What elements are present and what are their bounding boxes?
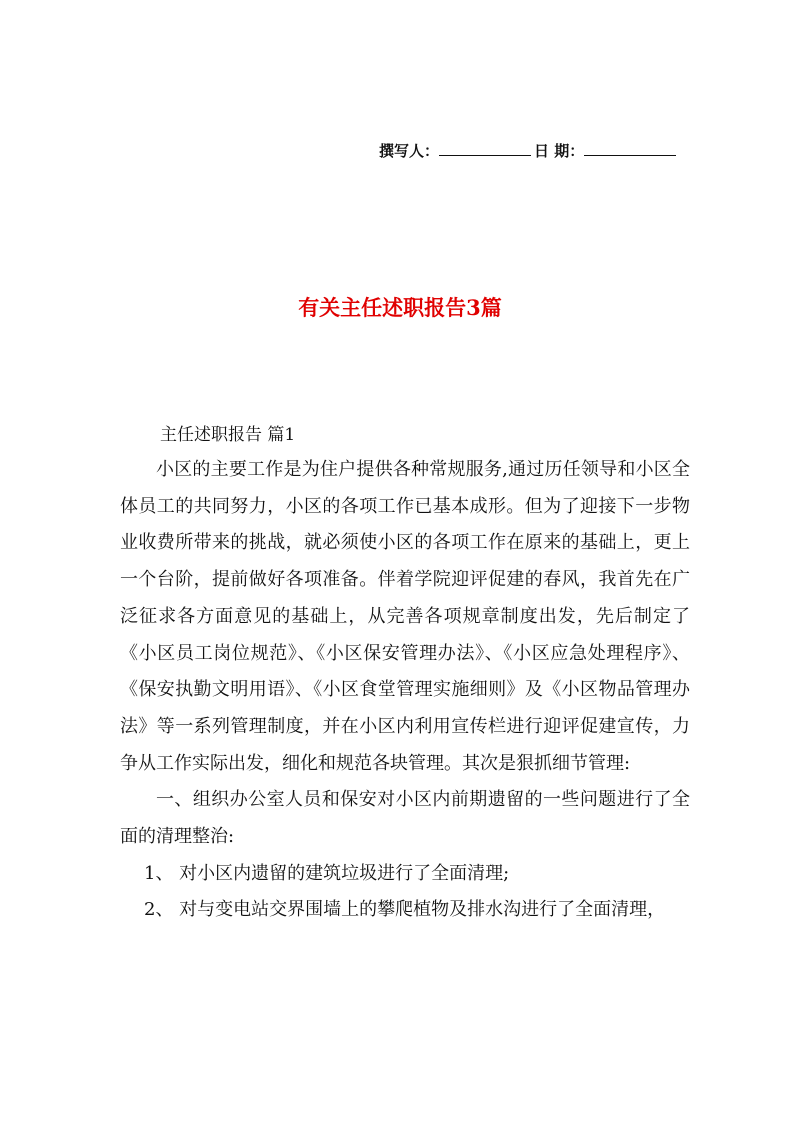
body-paragraph-1: 小区的主要工作是为住户提供各种常规服务,通过历任领导和小区全体员工的共同努力，小区的各项工作已基本成形。但为了迎接下一步物业收费所带来的挑战，就必须使小区的各项工作在原来的基础上，更上一个台阶，提前做好各项准备。伴着学院迎评促建的春风，我首先在广泛征求各方面意见的基础上，从完善各项规章制度出发，先后制定了《小区员工岗位规范》、《小区保安管理办法》、《小区应急处理程序》、《保安执勤文明用语》、《小区食堂管理实施细则》及《小区物品管理办法》等一系列管理制度，并在小区内利用宣传栏进行迎评促建宣传，力争从工作实际出发，细化和规范各块管理。其次是狠抓细节管理: — [120, 459, 690, 774]
body-paragraph-2: 一、组织办公室人员和保安对小区内前期遗留的一些问题进行了全面的清理整治: — [120, 789, 690, 848]
date-blank — [584, 141, 676, 156]
author-label: 撰写人： — [379, 142, 440, 160]
document-title: 有关主任述职报告3篇 — [298, 295, 502, 320]
author-date-line — [379, 140, 676, 161]
section-heading: 主任述职报告 篇1 — [160, 425, 296, 445]
author-blank — [439, 141, 531, 156]
document-body — [120, 452, 690, 929]
date-label: 日 期： — [534, 142, 585, 160]
list-item-1: 1、 对小区内遗留的建筑垃圾进行了全面清理; — [144, 862, 510, 884]
list-item-2: 2、 对与变电站交界围墙上的攀爬植物及排水沟进行了全面清理， — [144, 899, 666, 921]
